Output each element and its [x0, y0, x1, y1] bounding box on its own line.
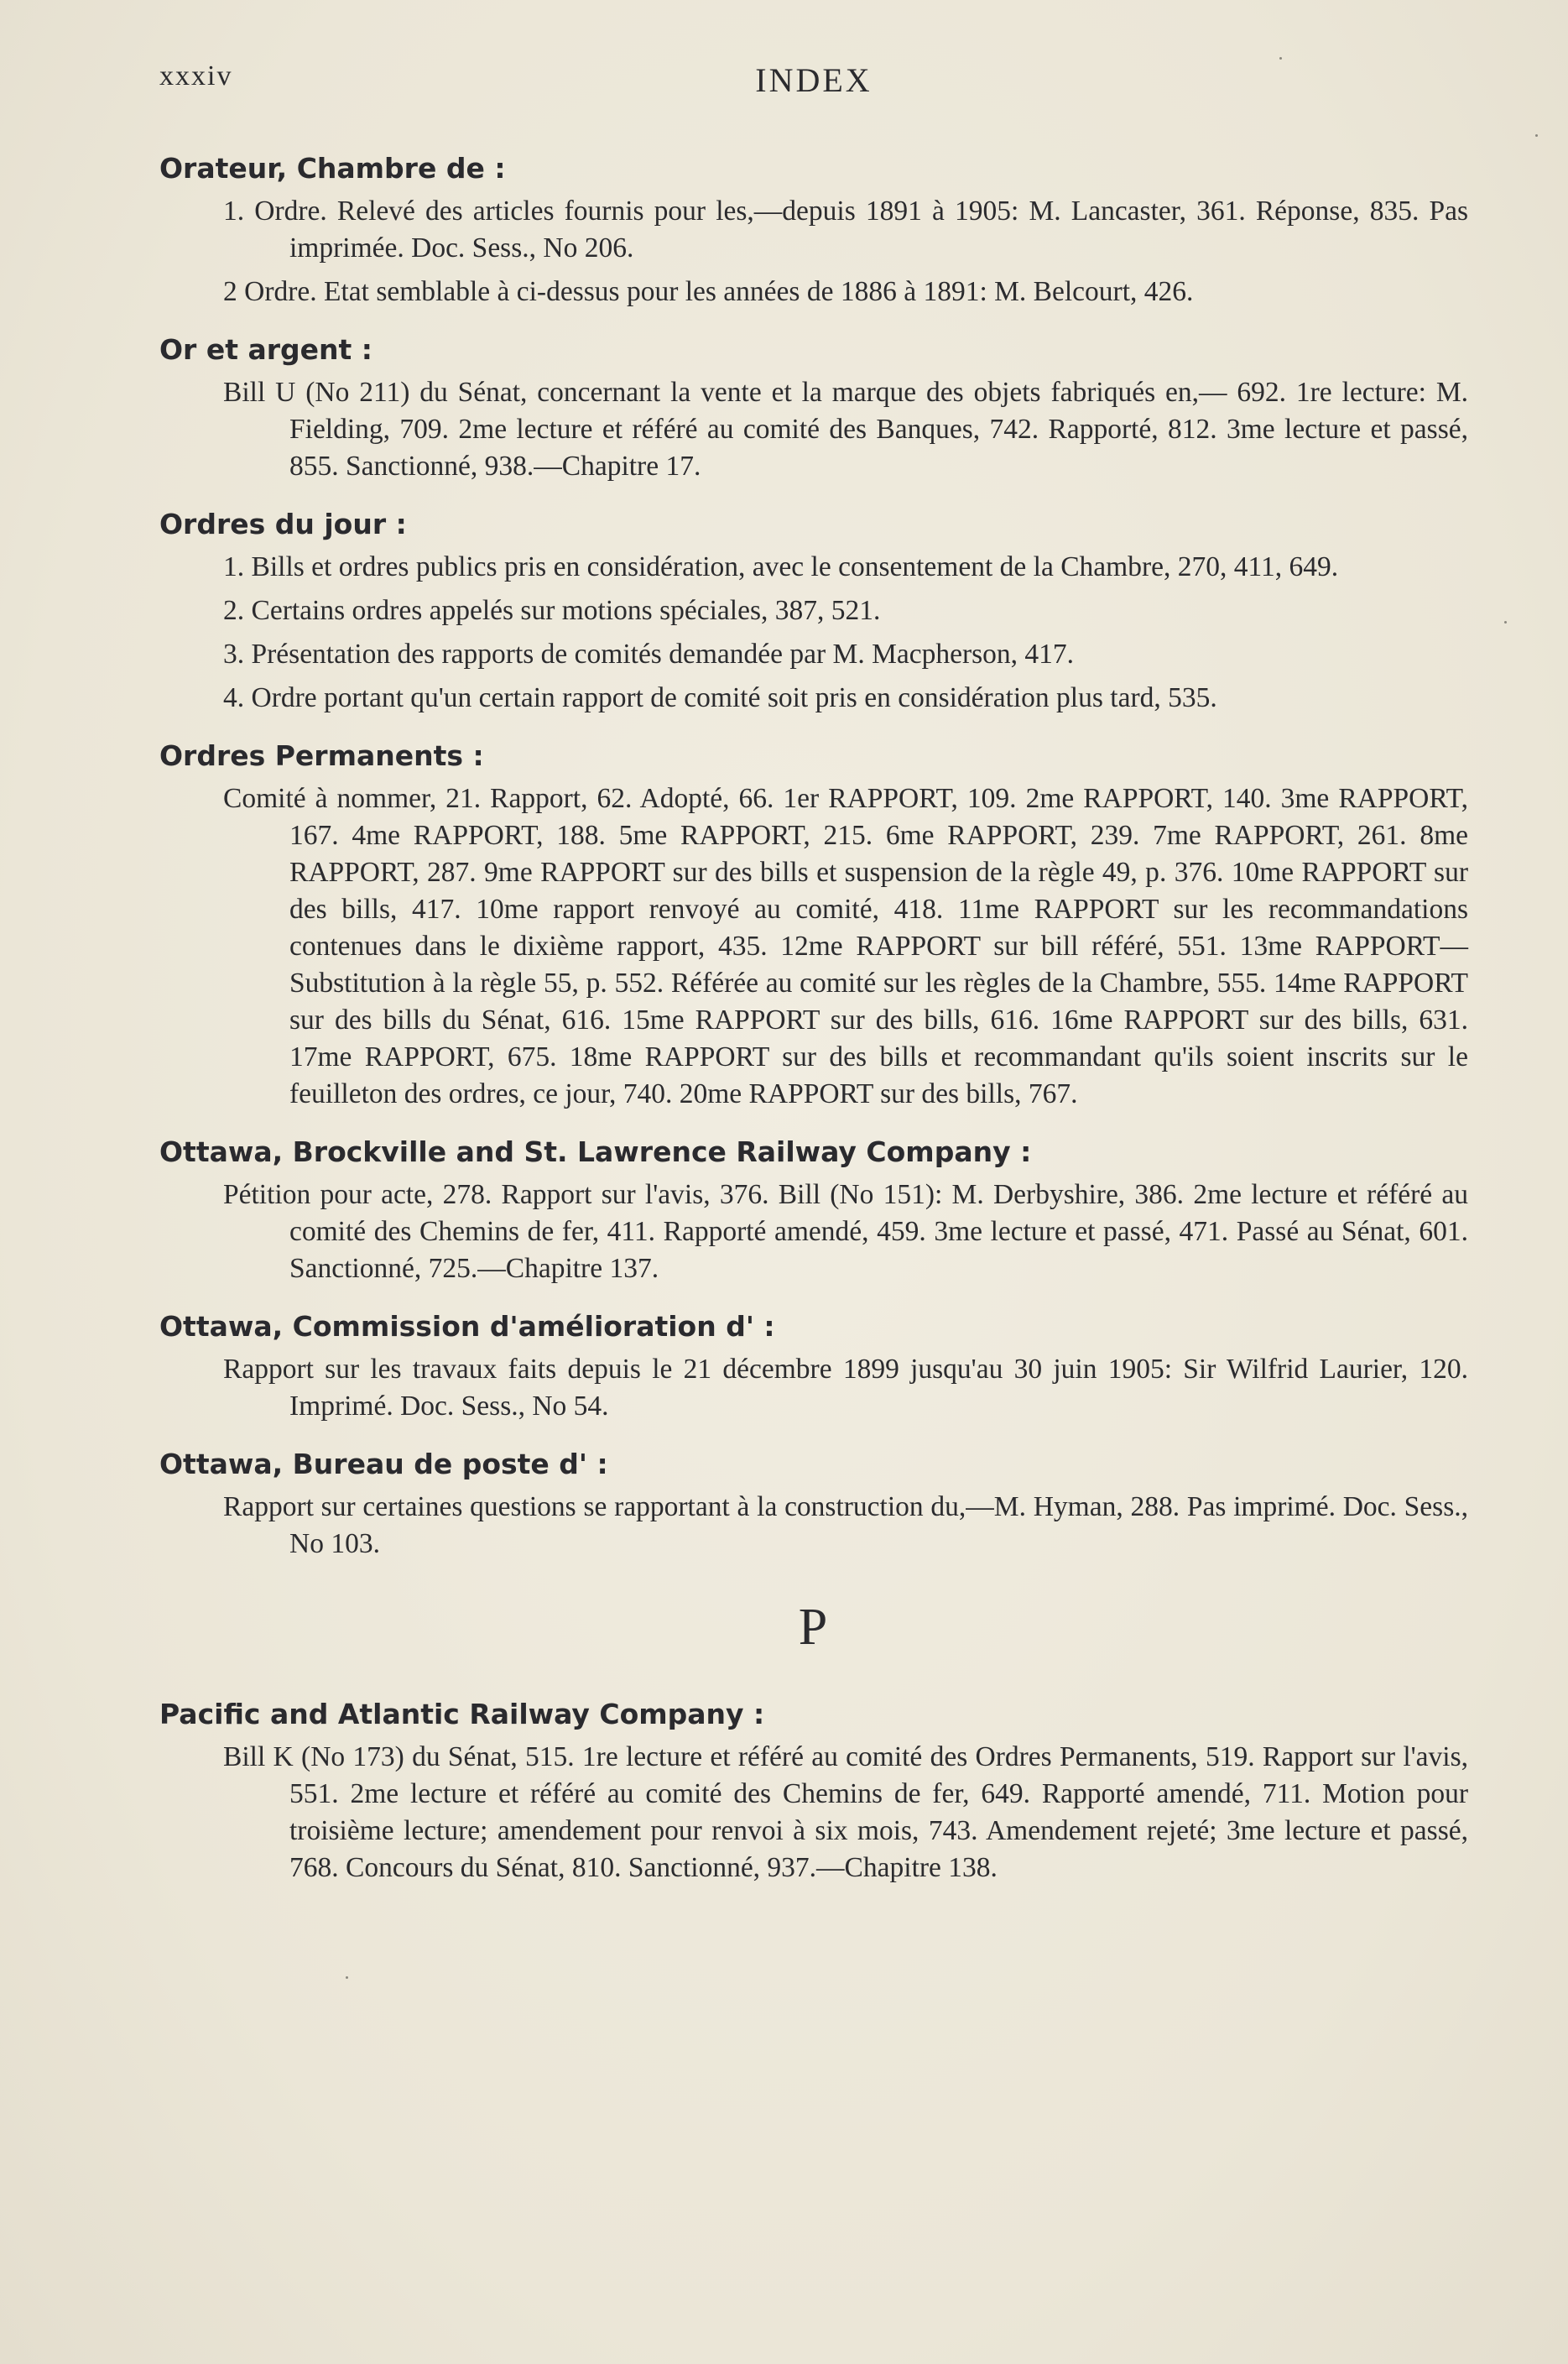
entry-heading: Or et argent : [159, 333, 372, 366]
index-entry [159, 1307, 1468, 1425]
entry-subitem: 4. Ordre portant qu'un certain rapport de comité soit pris en considération plus tard, 535. [223, 682, 1217, 713]
entry-subitem: 2. Certains ordres appelés sur motions spéciales, 387, 521. [223, 595, 881, 626]
index-entry [159, 1133, 1468, 1287]
entry-heading: Pacific and Atlantic Railway Company : [159, 1698, 765, 1730]
page-number: xxxiv [159, 60, 233, 91]
index-entry [159, 331, 1468, 485]
entry-subitem: 1. Ordre. Relevé des articles fournis pour les,—depuis 1891 à 1905: M. Lancaster, 361. Réponse, 835. Pas imprimée. Doc. Sess., No 206. [223, 196, 1468, 264]
entry-subitem: Bill K (No 173) du Sénat, 515. 1re lecture et référé au comité des Ordres Permanents, 519. Rapport sur l'avis, 551. 2me lecture et référé au comité des Chemins de fer, 649. Rapporté amendé, 711. Motion pour troisième lecture; amendement pour renvoi à six mois, 743. Amendement rejeté; 3me lecture et passé, 768. Concours du Sénat, 810. Sanctionné, 937.—Chapitre 138. [223, 1741, 1468, 1883]
entry-heading: Ottawa, Bureau de poste d' : [159, 1448, 608, 1480]
paper-speck [346, 1976, 348, 1979]
section-letter: P [798, 1599, 830, 1656]
entry-subitem: 2 Ordre. Etat semblable à ci-dessus pour les années de 1886 à 1891: M. Belcourt, 426. [223, 276, 1194, 307]
paper-speck [1279, 57, 1282, 60]
index-entry [159, 1445, 1468, 1563]
index-entry [159, 505, 1468, 717]
entry-heading: Ottawa, Brockville and St. Lawrence Railway Company : [159, 1135, 1032, 1168]
entry-subitem: Rapport sur les travaux faits depuis le 21 décembre 1899 jusqu'au 30 juin 1905: Sir Wilfrid Laurier, 120. Imprimé. Doc. Sess., No 54. [223, 1354, 1468, 1422]
entry-subitem: Rapport sur certaines questions se rapportant à la construction du,—M. Hyman, 288. Pas imprimé. Doc. Sess., No 103. [223, 1491, 1468, 1559]
entry-heading: Orateur, Chambre de : [159, 152, 506, 185]
entry-heading: Ordres Permanents : [159, 739, 484, 772]
entry-subitem: Bill U (No 211) du Sénat, concernant la vente et la marque des objets fabriqués en,— 692. 1re lecture: M. Fielding, 709. 2me lecture et référé au comité des Banques, 742. Rapporté, 812. 3me lecture et passé, 855. Sanctionné, 938.—Chapitre 17. [223, 377, 1468, 482]
index-content [159, 149, 1468, 1907]
running-title: INDEX [755, 61, 873, 99]
index-entry [159, 149, 1468, 311]
index-entry [159, 1695, 1468, 1887]
entry-subitem: 3. Présentation des rapports de comités demandée par M. Macpherson, 417. [223, 639, 1075, 670]
entry-subitem: Comité à nommer, 21. Rapport, 62. Adopté, 66. 1er RAPPORT, 109. 2me RAPPORT, 140. 3me RAPPORT, 167. 4me RAPPORT, 188. 5me RAPPORT, 215. 6me RAPPORT, 239. 7me RAPPORT, 261. 8me RAPPORT, 287. 9me RAPPORT sur des bills et suspension de la règle 49, p. 376. 10me RAPPORT sur des bills, 417. 10me rapport renvoyé au comité, 418. 11me RAPPORT sur les recommandations contenues dans le dixième rapport, 435. 12me RAPPORT sur bill référé, 551. 13me RAPPORT—Substitution à la règle 55, p. 552. Référée au comité sur les règles de la Chambre, 555. 14me RAPPORT sur des bills du Sénat, 616. 15me RAPPORT sur des bills, 616. 16me RAPPORT sur des bills, 631. 17me RAPPORT, 675. 18me RAPPORT sur des bills et recommandant qu'ils soient inscrits sur le feuilleton des ordres, ce jour, 740. 20me RAPPORT sur des bills, 767. [223, 783, 1468, 1109]
paper-speck [1504, 621, 1507, 624]
entry-subitem: 1. Bills et ordres publics pris en considération, avec le consentement de la Chambre, 270, 411, 649. [223, 551, 1339, 582]
paper-speck [1535, 134, 1538, 137]
page-header [159, 60, 1468, 111]
entry-heading: Ottawa, Commission d'amélioration d' : [159, 1310, 775, 1343]
entry-heading: Ordres du jour : [159, 508, 407, 540]
entry-subitem: Pétition pour acte, 278. Rapport sur l'avis, 376. Bill (No 151): M. Derbyshire, 386. 2me lecture et référé au comité des Chemins de fer, 411. Rapporté amendé, 459. 3me lecture et passé, 471. Passé au Sénat, 601. Sanctionné, 725.—Chapitre 137. [223, 1179, 1468, 1284]
index-entry [159, 737, 1468, 1113]
